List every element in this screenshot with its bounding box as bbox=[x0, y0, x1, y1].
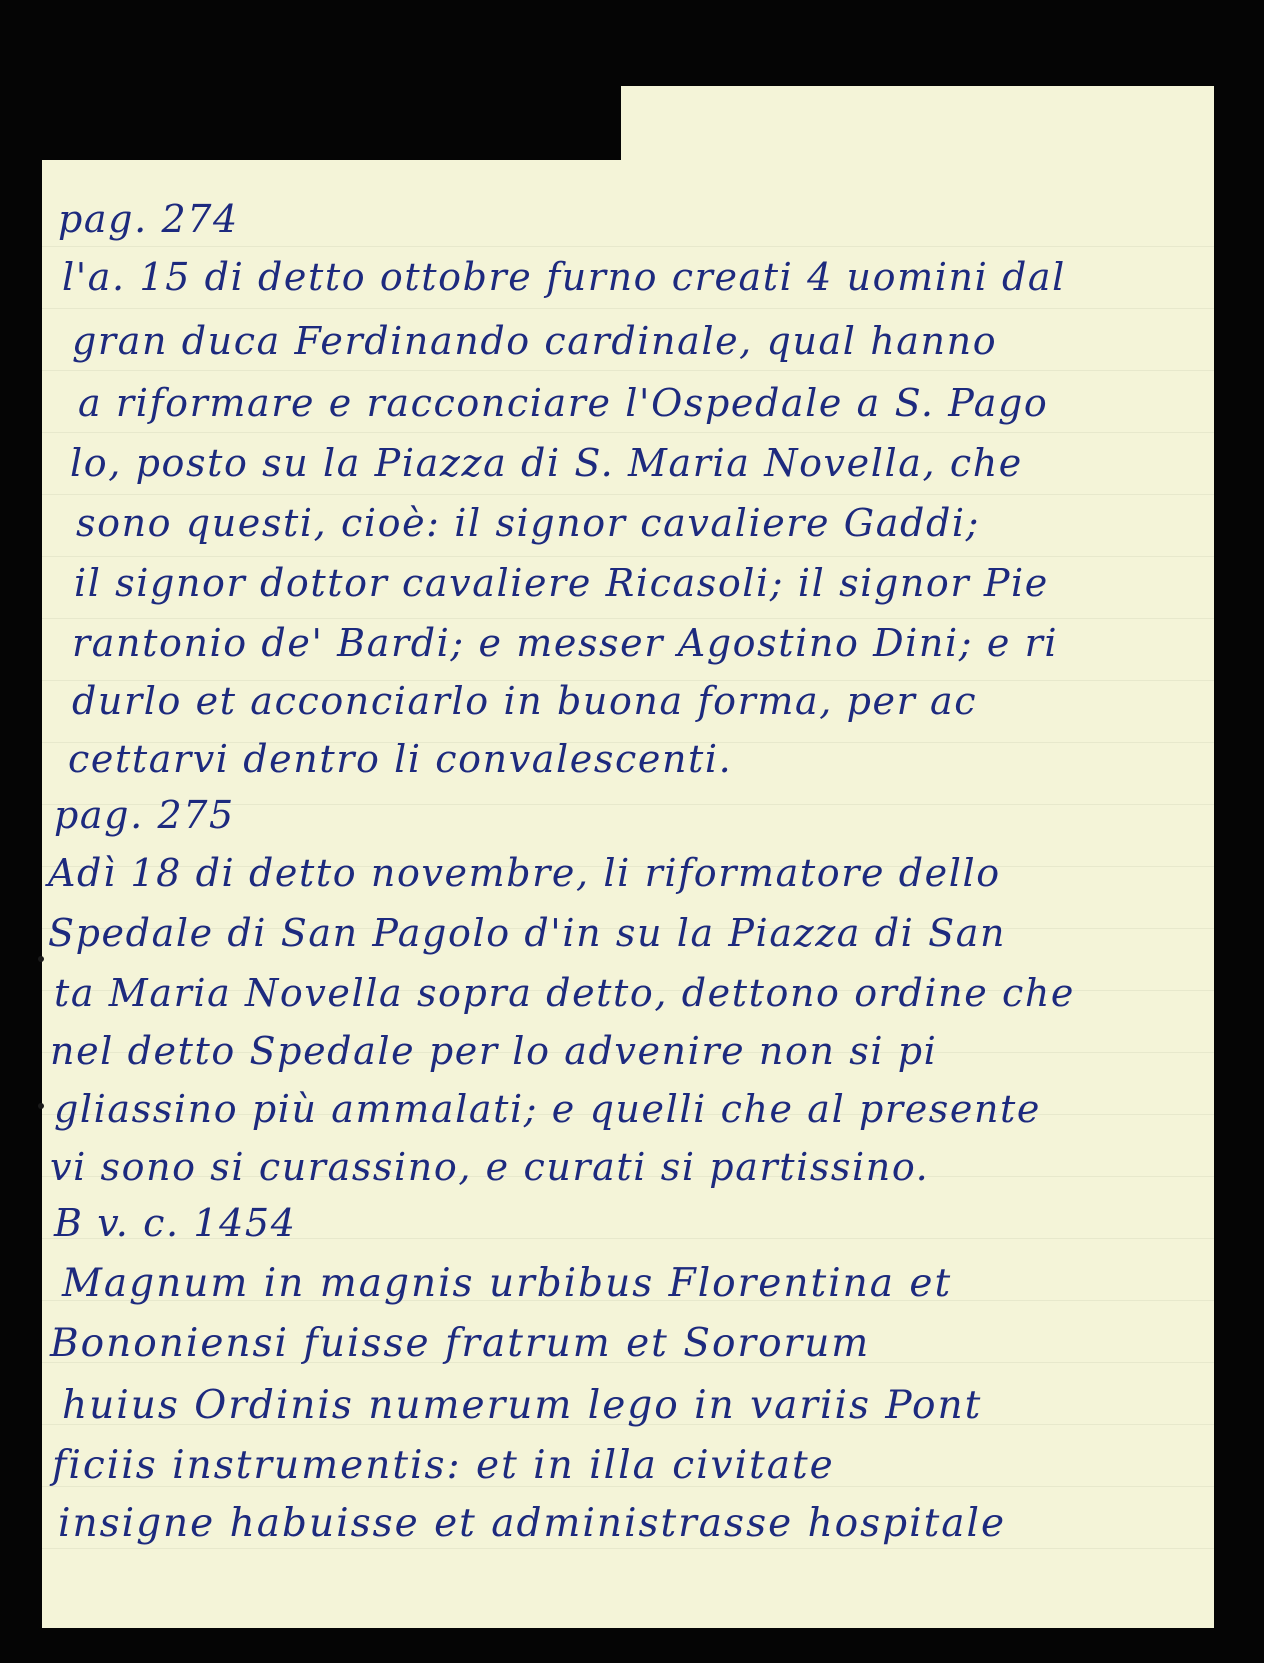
reference-heading: B v. c. 1454 bbox=[54, 1201, 297, 1245]
text-line: gliassino più ammalati; e quelli che al presente bbox=[54, 1087, 1041, 1131]
text-line: durlo et acconciarlo in buona forma, per ac bbox=[72, 679, 978, 723]
text-line: lo, posto su la Piazza di S. Maria Novella, che bbox=[70, 441, 1023, 485]
text-line: nel detto Spedale per lo advenire non si pi bbox=[50, 1029, 938, 1073]
text-line: l'a. 15 di detto ottobre furno creati 4 uomini dal bbox=[62, 255, 1066, 299]
text-line: a riformare e racconciare l'Ospedale a S. Pago bbox=[78, 381, 1049, 425]
text-line: Adì 18 di detto novembre, li riformatore dello bbox=[48, 851, 1001, 895]
text-line: vi sono si curassino, e curati si partissino. bbox=[50, 1145, 930, 1189]
text-line: gran duca Ferdinando cardinale, qual hanno bbox=[72, 319, 998, 363]
text-line: sono questi, cioè: il signor cavaliere Gaddi; bbox=[76, 501, 981, 545]
text-line: Spedale di San Pagolo d'in su la Piazza di San bbox=[48, 911, 1007, 955]
text-line: Magnum in magnis urbibus Florentina et bbox=[62, 1261, 953, 1306]
text-line: Bononiensi fuisse fratrum et Sororum bbox=[50, 1321, 871, 1366]
text-line: ta Maria Novella sopra detto, dettono ordine che bbox=[54, 971, 1076, 1015]
text-line: il signor dottor cavaliere Ricasoli; il signor Pie bbox=[74, 561, 1049, 605]
text-line: rantonio de' Bardi; e messer Agostino Dini; e ri bbox=[72, 621, 1059, 665]
page-reference: pag. 274 bbox=[58, 197, 239, 241]
page-reference: pag. 275 bbox=[54, 793, 235, 837]
text-line: huius Ordinis numerum lego in variis Pont bbox=[62, 1383, 983, 1428]
margin-ink-dot bbox=[38, 1103, 44, 1109]
text-line: cettarvi dentro li convalescenti. bbox=[68, 737, 733, 781]
text-line: ficiis instrumentis: et in illa civitate bbox=[52, 1443, 835, 1488]
margin-ink-dot bbox=[38, 956, 44, 962]
text-line: insigne habuisse et administrasse hospitale bbox=[58, 1501, 1007, 1546]
